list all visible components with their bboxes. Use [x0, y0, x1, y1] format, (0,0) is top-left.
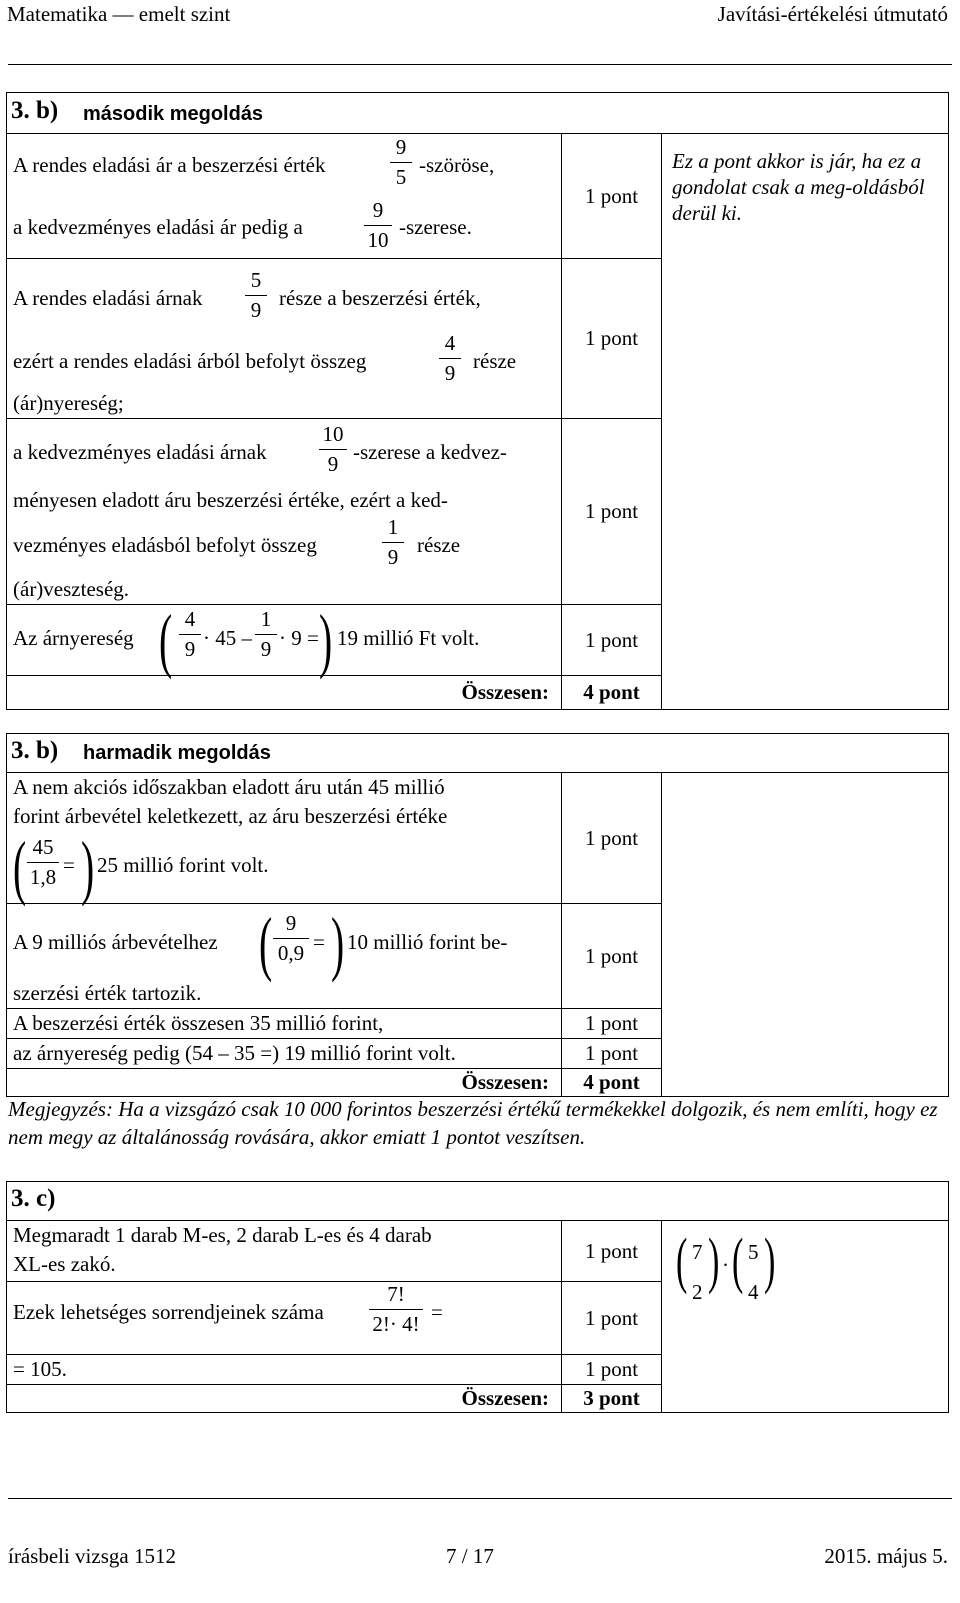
text-line: része a beszerzési érték, — [279, 286, 481, 310]
text-line: (ár)veszteség. — [13, 577, 130, 601]
footer-date: 2015. május 5. — [824, 1544, 948, 1568]
total-label: Összesen: — [7, 1069, 562, 1097]
section-title: harmadik megoldás — [83, 742, 271, 764]
text-line: ezért a rendes eladási árból befolyt összeg — [13, 349, 367, 373]
text-line: A nem akciós időszakban eladott áru után 45 millió — [13, 775, 445, 799]
text-line: a kedvezményes eladási ár pedig a — [13, 215, 303, 239]
section-number: 3. b) — [11, 737, 59, 764]
text-line: forint árbevétel keletkezett, az áru beszerzési értéke — [13, 804, 448, 828]
right-paren: ) — [81, 827, 95, 907]
points: 1 pont — [562, 1355, 662, 1385]
text-line: része — [417, 533, 461, 557]
header-rule — [8, 64, 952, 65]
text-line: A rendes eladási ár a beszerzési érték — [13, 153, 326, 177]
text-line: 25 millió forint volt. — [97, 853, 269, 877]
footer-exam-code: írásbeli vizsga 1512 — [8, 1544, 176, 1568]
fraction: 1 9 — [382, 517, 404, 568]
fraction: 1 9 — [255, 609, 277, 660]
text-line: -szöröse, — [419, 153, 495, 177]
text-line: = — [63, 853, 75, 877]
text-line: az árnyereség pedig (54 – 35 =) 19 millió forint volt. — [7, 1039, 562, 1069]
points: 1 pont — [562, 904, 662, 1009]
binomial-product: ( 7 2 ) · ( 5 4 ) — [676, 1227, 776, 1304]
binomial-top: 5 — [748, 1240, 759, 1264]
fraction: 4 9 — [439, 333, 461, 384]
page-header — [0, 0, 960, 38]
right-paren: ) — [331, 903, 345, 983]
binomial-bottom: 4 — [748, 1280, 759, 1304]
total-points: 4 pont — [562, 1069, 662, 1097]
section-number: 3. b) — [11, 97, 59, 124]
text-line: része — [473, 349, 517, 373]
fraction: 5 9 — [245, 270, 267, 321]
text-line: 19 millió Ft volt. — [337, 626, 480, 650]
text-line: · 9 = — [279, 626, 319, 650]
scoring-note: Ez a pont akkor is jár, ha ez a gondolat csak a meg-oldásból derül ki. — [672, 149, 925, 225]
section-3b-second-solution — [6, 92, 949, 710]
text-line: A 9 milliós árbevételhez — [13, 930, 218, 954]
text-line: = 105. — [7, 1355, 562, 1385]
left-paren: ( — [159, 600, 173, 680]
points: 1 pont — [562, 134, 662, 259]
text-line: szerzési érték tartozik. — [13, 981, 202, 1005]
text-line: vezményes eladásból befolyt összeg — [13, 533, 317, 557]
text-line: A beszerzési érték összesen 35 millió forint, — [7, 1009, 562, 1039]
text-line: 10 millió forint be- — [347, 930, 508, 954]
points: 1 pont — [562, 605, 662, 676]
points: 1 pont — [562, 1282, 662, 1355]
fraction: 10 9 — [319, 424, 347, 475]
left-paren: ( — [13, 827, 27, 907]
section-3b-third-solution — [6, 733, 949, 1097]
total-points: 3 pont — [562, 1385, 662, 1413]
binomial-bottom: 2 — [692, 1280, 703, 1304]
total-points: 4 pont — [562, 676, 662, 710]
text-line: a kedvezményes eladási árnak — [13, 440, 267, 464]
text-line: A rendes eladási árnak — [13, 286, 203, 310]
text-line: Az árnyereség — [13, 626, 134, 650]
footer-page-number: 7 / 17 — [446, 1544, 494, 1568]
text-line: XL-es zakó. — [13, 1252, 116, 1276]
section-title: második megoldás — [83, 103, 264, 125]
binomial-top: 7 — [692, 1240, 703, 1264]
text-line: (ár)nyereség; — [13, 391, 124, 415]
text-line: -szerese. — [399, 215, 472, 239]
text-line: Ezek lehetséges sorrendjeinek száma — [13, 1300, 324, 1324]
total-label: Összesen: — [7, 1385, 562, 1413]
header-subject: Matematika — emelt szint — [7, 2, 231, 26]
points: 1 pont — [562, 259, 662, 419]
text-line: = — [431, 1300, 443, 1324]
fraction: 45 1,8 — [27, 837, 59, 888]
right-paren: ) — [319, 600, 333, 680]
fraction: 4 9 — [179, 609, 201, 660]
points: 1 pont — [562, 773, 662, 904]
product-dot: · — [722, 1253, 729, 1277]
text-line: -szerese a kedvez- — [353, 440, 507, 464]
header-doc-type: Javítási-értékelési útmutató — [717, 2, 948, 26]
fraction: 9 5 — [390, 137, 412, 188]
points: 1 pont — [562, 419, 662, 605]
section-3c — [6, 1181, 949, 1413]
text-line: · 45 – — [203, 626, 252, 650]
fraction: 9 10 — [364, 200, 392, 251]
text-line: Megmaradt 1 darab M-es, 2 darab L-es és 4 darab — [13, 1223, 432, 1247]
points: 1 pont — [562, 1221, 662, 1282]
left-paren: ( — [259, 903, 273, 983]
total-label: Összesen: — [7, 676, 562, 710]
fraction: 9 0,9 — [273, 913, 309, 964]
points: 1 pont — [562, 1009, 662, 1039]
text-line: = — [313, 930, 325, 954]
footer-rule — [8, 1498, 952, 1499]
points: 1 pont — [562, 1039, 662, 1069]
fraction: 7! 2!· 4! — [369, 1284, 423, 1335]
text-line: ményesen eladott áru beszerzési értéke, ezért a ked- — [13, 488, 448, 512]
remark: Megjegyzés: Ha a vizsgázó csak 10 000 forintos beszerzési értékű termékekkel dolgozik, és nem említi, hogy ez nem megy az általánosság rovására, akkor emiatt 1 pontot veszítsen. — [8, 1097, 938, 1149]
section-number: 3. c) — [11, 1185, 56, 1212]
